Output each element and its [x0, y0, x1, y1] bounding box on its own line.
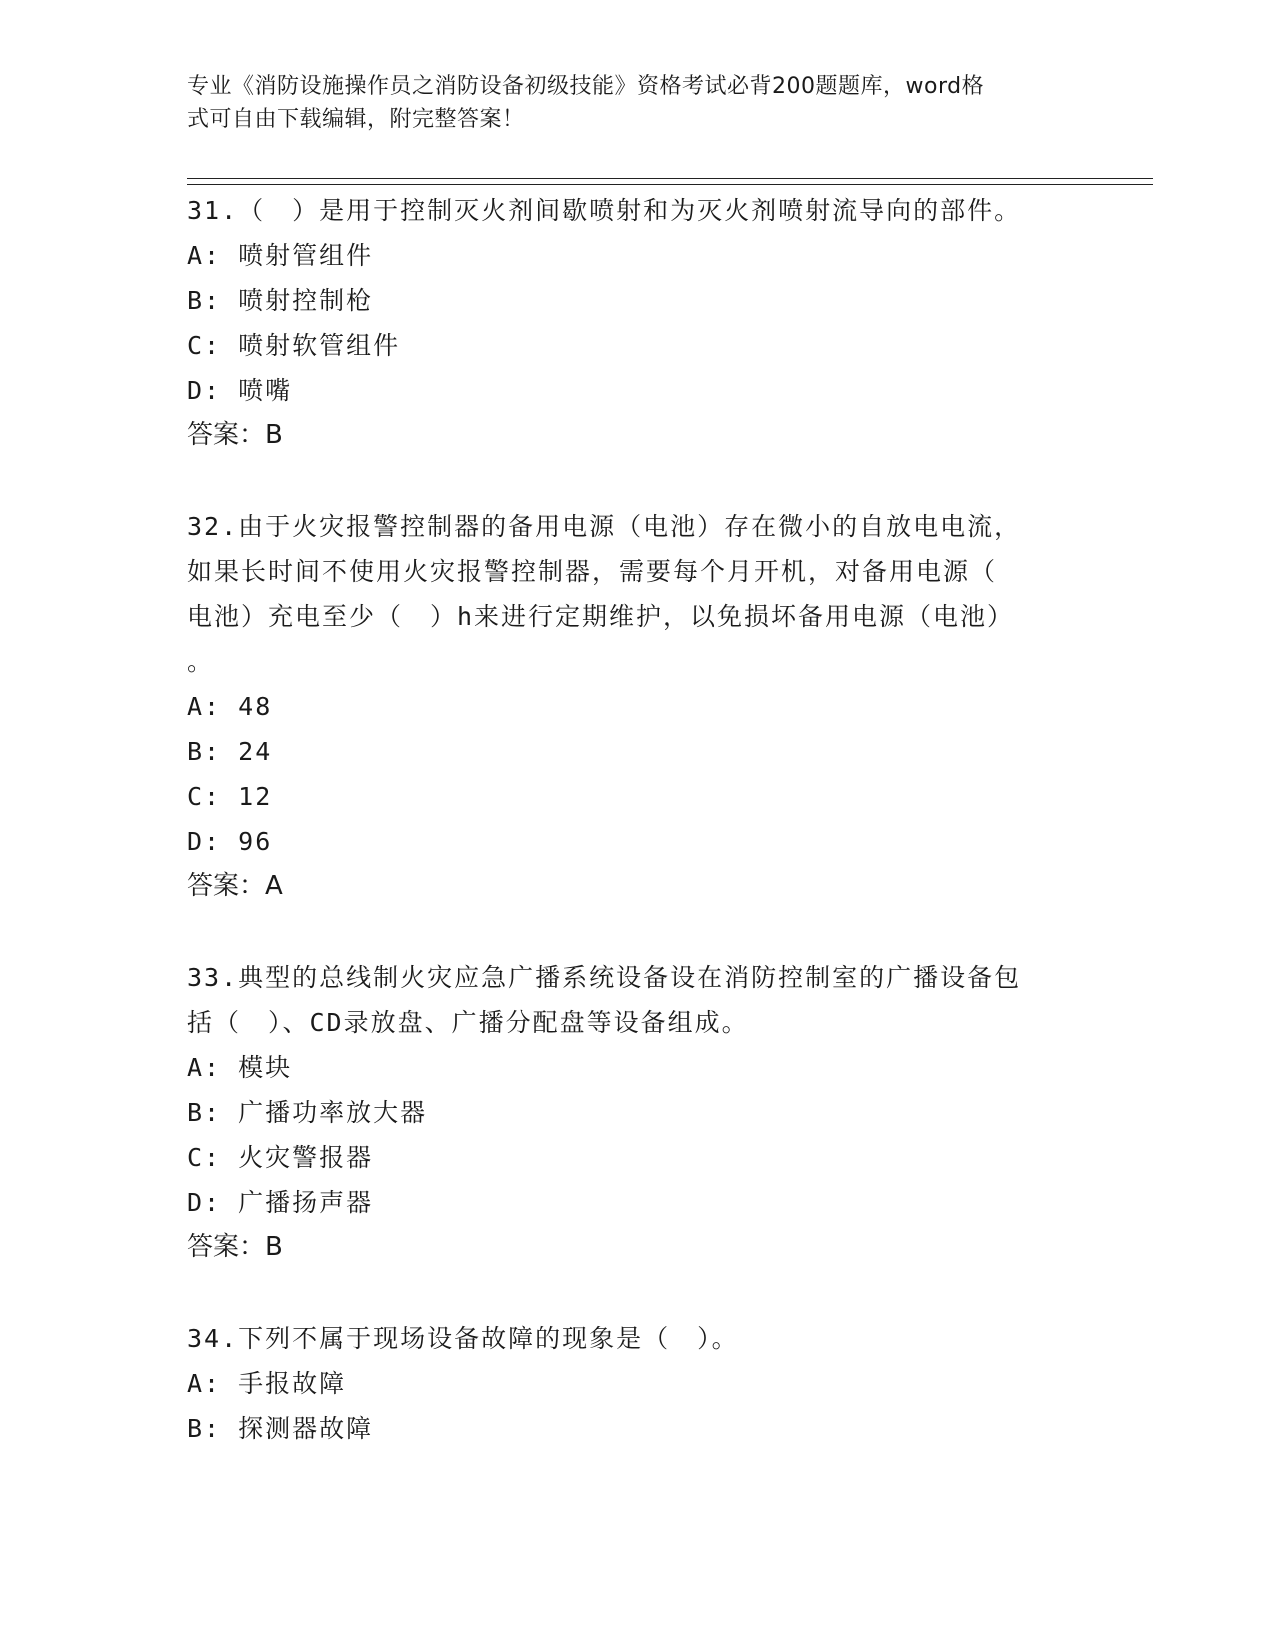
option-a: A: 模块 [187, 1053, 293, 1082]
question-stem-line: 31.（ ）是用于控制灭火剂间歇喷射和为灭火剂喷射流导向的部件。 [187, 196, 1022, 225]
option-d: D: 96 [187, 827, 273, 856]
header-intro-line-2: 式可自由下载编辑，附完整答案！ [187, 107, 525, 132]
option-b: B: 探测器故障 [187, 1414, 374, 1443]
header-divider-top [187, 178, 1153, 179]
option-d: D: 喷嘴 [187, 376, 293, 405]
header-divider-bottom [187, 184, 1153, 185]
option-d: D: 广播扬声器 [187, 1188, 374, 1217]
question-list [187, 188, 1087, 1497]
option-c: C: 火灾警报器 [187, 1143, 374, 1172]
document-header [187, 70, 1077, 136]
question-34 [187, 1316, 1087, 1451]
option-b: B: 喷射控制枪 [187, 286, 374, 315]
header-intro-line-1: 专业《消防设施操作员之消防设备初级技能》资格考试必背200题题库，word格 [187, 74, 985, 99]
question-stem-line: 34.下列不属于现场设备故障的现象是（ ）。 [187, 1324, 739, 1353]
question-33 [187, 955, 1087, 1270]
question-stem-line: 32.由于火灾报警控制器的备用电源（电池）存在微小的自放电电流， [187, 512, 1022, 541]
option-c: C: 12 [187, 782, 273, 811]
option-c: C: 喷射软管组件 [187, 331, 401, 360]
question-stem-line: 。 [187, 647, 215, 676]
answer: 答案：B [187, 420, 283, 450]
question-stem-line: 如果长时间不使用火灾报警控制器，需要每个月开机，对备用电源（ [187, 557, 998, 586]
question-31 [187, 188, 1087, 458]
option-a: A: 48 [187, 692, 273, 721]
option-a: A: 手报故障 [187, 1369, 347, 1398]
question-32 [187, 504, 1087, 909]
question-stem-line: 电池）充电至少（ ）h来进行定期维护，以免损坏备用电源（电池） [187, 602, 1015, 631]
option-b: B: 广播功率放大器 [187, 1098, 428, 1127]
question-stem-line: 括（ ）、CD录放盘、广播分配盘等设备组成。 [187, 1008, 749, 1037]
option-a: A: 喷射管组件 [187, 241, 374, 270]
answer: 答案：A [187, 871, 283, 901]
question-stem-line: 33.典型的总线制火灾应急广播系统设备设在消防控制室的广播设备包 [187, 963, 1022, 992]
answer: 答案：B [187, 1232, 283, 1262]
option-b: B: 24 [187, 737, 273, 766]
